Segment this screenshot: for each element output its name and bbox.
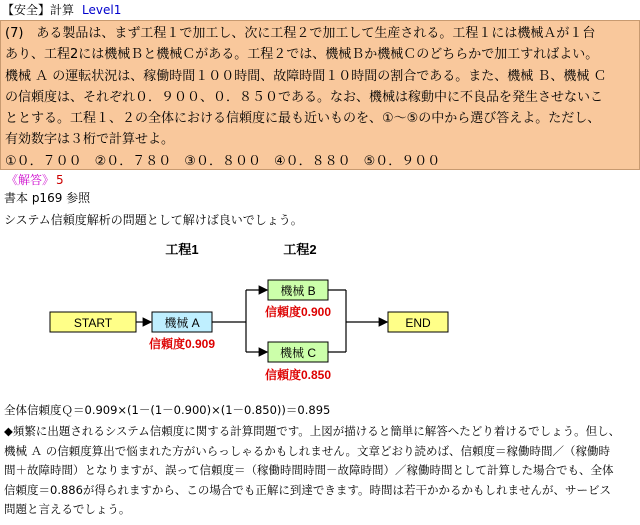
reliability-diagram [0,232,640,392]
machine-c-label: 機械 C [279,346,317,360]
question-line: の信頼度は、それぞれ０．９００、０．８５０である。なお、機械は稼動中に不良品を発生させないこ [5,89,604,105]
answer-value: 5 [56,173,64,187]
commentary [4,422,634,520]
question-line: (7) ある製品は、まず工程１で加工し、次に工程２で加工して生産される。工程１には機械Ａが１台 [5,26,596,41]
reference: 書本 p169 参照 [4,191,91,205]
comment-line: 信頼度＝0.886が得られますから、この場合でも正解に到達できます。時間は若干かかるかもしれませんが、サービス [4,482,611,497]
machine-c-reliability: 信頼度0.850 [264,368,332,382]
answer [6,172,64,188]
intro-text: システム信頼度解析の問題として解けば良いでしょう。 [4,213,303,227]
question-line: 機械 Ａ の運転状況は、稼働時間１００時間、故障時間１０時間の割合である。また、機械 Ｂ、機械 Ｃ [5,68,607,84]
comment-line: 問題と言えるでしょう。 [4,502,131,517]
process2-label: 工程2 [283,242,317,257]
machine-a-label: 機械 A [164,316,200,330]
end-label: END [405,316,431,330]
machine-a-reliability: 信頼度0.909 [148,337,216,351]
comment-line: 機械 Ａ の信頼度算出で悩まれた方がいらっしゃるかもしれません。文章どおり読めば、信頼度＝稼働時間／（稼働時 [4,443,610,458]
question-line: あり、工程2には機械Ｂと機械Ｃがある。工程２では、機械Ｂか機械Ｃのどちらかで加工すればよい。 [5,47,599,63]
comment-line: ◆頻繁に出題されるシステム信頼度に関する計算問題です。上図が描けると簡単に解答へたどり着けるでしょう。但し、 [4,424,621,438]
answer-label: 《解答》 [6,173,55,187]
section-title: 【安全】計算 [2,3,75,17]
process1-label: 工程1 [165,242,199,257]
comment-line: 間＋故障時間）となりますが、誤って信頼度＝（稼働時間時間－故障時間）／稼働時間として計算した場合でも、全体 [4,463,614,478]
question-line: 有効数字は３桁で計算せよ。 [5,132,175,148]
level-label: Level1 [82,3,122,17]
machine-b-reliability: 信頼度0.900 [264,305,332,319]
answer-choices: ①０．７００ ②０．７８０ ③０．８００ ④０．８８０ ⑤０．９００ [5,153,441,169]
total-reliability: 全体信頼度Ｑ＝0.909×(1－(1－0.900)×(1－0.850))＝0.895 [4,403,331,417]
start-label: START [73,316,113,330]
question-box [0,20,640,170]
machine-b-label: 機械 B [280,284,316,298]
header [0,0,640,20]
question-line: ととする。工程１、２の全体における信頼度に最も近いものを、①～⑤の中から選び答えよ。ただし、 [5,111,601,127]
